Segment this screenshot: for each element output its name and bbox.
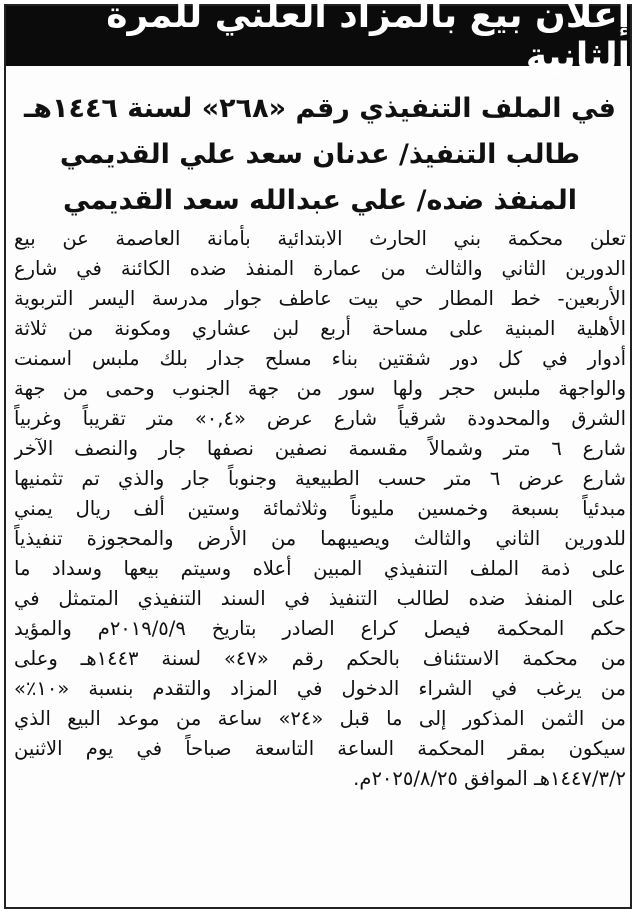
ad-title-banner: [6, 0, 630, 77]
body-line: الأهلية المبنية على مساحة أربع لبن عشاري ومكونة من ثلاثة: [14, 317, 626, 340]
case-headings: [12, 86, 628, 224]
body-line: سيكون بمقر المحكمة الساعة التاسعة صباحاً في يوم الاثنين: [14, 737, 626, 760]
sale-date-line: ١٤٤٧/٣/٢هـ الموافق ٢٠٢٥/٨/٢٥م.: [353, 767, 626, 790]
body-line: من الثمن المذكور إلى ما قبل «٢٤» ساعة من موعد البيع الذي: [14, 707, 626, 730]
body-line: الأربعين- خط المطار حي بيت عاطف جوار مدرسة اليسر التربوية: [14, 287, 626, 310]
body-line: شارع ٦ متر وشمالاً مقسمة نصفين نصفها جار والنصف الآخر: [14, 437, 626, 460]
case-number-heading: في الملف التنفيذي رقم «٢٦٨» لسنة ١٤٤٦هـ: [24, 93, 616, 124]
body-line: حكم المحكمة فيصل كراع الصادر بتاريخ ٢٠١٩/٥/٩م والمؤيد: [14, 617, 626, 640]
body-line: أدوار في كل دور شقتين بناء مسلح جدار بلك ملبس اسمنت: [14, 347, 626, 370]
claimant-heading: طالب التنفيذ/ عدنان سعد علي القديمي: [59, 139, 581, 170]
body-line: من محكمة الاستئناف بالحكم رقم «٤٧» لسنة ١٤٤٣هـ وعلى: [14, 647, 626, 670]
body-line: على ذمة الملف التنفيذي المبين أعلاه وسيتم بيعها وسداد ما: [14, 557, 626, 580]
body-line: من يرغب في الشراء الدخول في المزاد والتقدم بنسبة «١٠٪»: [14, 677, 626, 700]
body-line: الدورين الثاني والثالث من عمارة المنفذ ضده الكائنة في شارع: [14, 257, 626, 280]
defendant-heading: المنفذ ضده/ علي عبدالله سعد القديمي: [62, 185, 578, 216]
body-line: مبدئياً بسبعة وخمسين مليوناً وثلاثمائة وستين ألف ريال يمني: [14, 497, 626, 520]
ad-title: إعلان بيع بالمزاد العلني للمرة الثانية: [106, 0, 630, 77]
announcement-body: [14, 224, 626, 794]
body-line: للدورين الثاني والثالث ويصيبهما من الأرض والمحجوزة تنفيذياً: [14, 527, 626, 550]
body-line: تعلن محكمة بني الحارث الابتدائية بأمانة العاصمة عن بيع: [14, 227, 626, 250]
body-line: والواجهة ملبس حجر ولها سور من جهة الجنوب وحمى من جهة: [14, 377, 626, 400]
body-line: شارع عرض ٦ متر حسب الطبيعية وجنوباً جار والذي تم تثمنيها: [14, 467, 626, 490]
body-line: على المنفذ ضده لطالب التنفيذ في السند التنفيذي المتمثل في: [14, 587, 626, 610]
body-line: الشرق والمحدودة شرقياً شارع عرض «٠,٤» متر تقريباً وغربياً: [14, 407, 626, 430]
